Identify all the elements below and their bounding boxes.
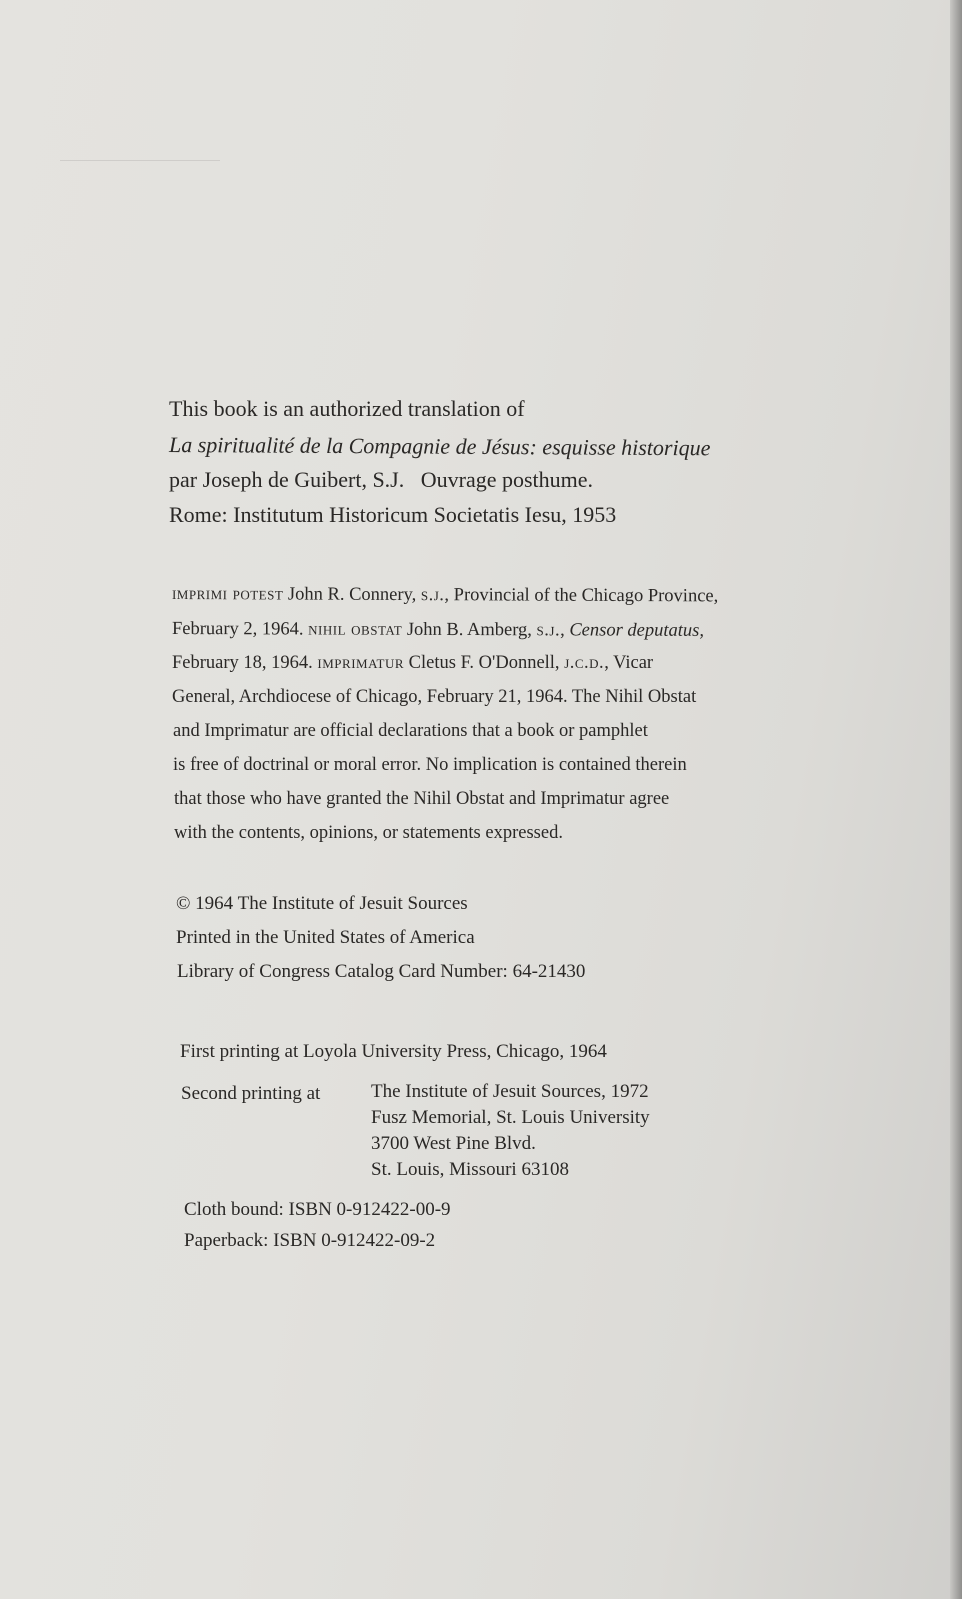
nihil-obstat-line <box>172 619 704 642</box>
second-printing-publisher: The Institute of Jesuit Sources, 1972 <box>371 1081 649 1102</box>
translation-publisher: Rome: Institutum Historicum Societatis Iesu, 1953 <box>169 502 617 527</box>
printed-in-line: Printed in the United States of America <box>176 927 475 948</box>
approval-line-6: is free of doctrinal or moral error. No implication is contained therein <box>173 755 687 775</box>
lccn-line: Library of Congress Catalog Card Number: 64-21430 <box>177 961 586 982</box>
jcd-abbrev: j.c.d. <box>564 653 605 673</box>
odonnell-name: Cletus F. O'Donnell, <box>404 653 565 673</box>
provincial-title: , Provincial of the Chicago Province, <box>444 585 719 607</box>
isbn-paperback: Paperback: ISBN 0-912422-09-2 <box>184 1230 436 1251</box>
second-printing-address-3: St. Louis, Missouri 63108 <box>371 1159 569 1180</box>
imprimatur-line <box>172 653 653 674</box>
sj-abbrev: s.j. <box>420 585 445 606</box>
isbn-cloth: Cloth bound: ISBN 0-912422-00-9 <box>184 1199 451 1220</box>
imprimi-potest-line <box>172 584 718 607</box>
second-printing-address-2: 3700 West Pine Blvd. <box>371 1133 536 1154</box>
obstat-date: February 18, 1964. <box>172 653 318 673</box>
translation-title: La spiritualité de la Compagnie de Jésus: esquisse historique <box>168 432 711 461</box>
amberg-name: John B. Amberg, <box>402 619 537 641</box>
imprimatur-label: imprimatur <box>317 653 405 673</box>
approval-line-5: and Imprimatur are official declarations that a book or pamphlet <box>173 721 648 741</box>
sj-abbrev: s.j. <box>536 620 561 641</box>
vicar-text: , Vicar <box>604 653 654 673</box>
second-printing-address-1: Fusz Memorial, St. Louis University <box>371 1107 650 1128</box>
translation-author: par Joseph de Guibert, S.J. Ouvrage posthume. <box>169 467 594 492</box>
nihil-obstat-label: nihil obstat <box>308 619 403 640</box>
imprimi-potest-label: imprimi potest <box>171 584 284 605</box>
comma: , <box>560 620 570 641</box>
copyright-line: © 1964 The Institute of Jesuit Sources <box>176 893 468 914</box>
second-printing-label: Second printing at <box>181 1083 321 1104</box>
approval-line-4: General, Archdiocese of Chicago, February 21, 1964. The Nihil Obstat <box>172 687 697 707</box>
page-edge-shadow <box>950 0 962 1599</box>
censor-deputatus: Censor deputatus, <box>569 620 705 641</box>
approval-line-7: that those who have granted the Nihil Obstat and Imprimatur agree <box>174 789 670 809</box>
faint-rule <box>60 160 220 161</box>
first-printing: First printing at Loyola University Press, Chicago, 1964 <box>180 1041 607 1062</box>
potest-date: February 2, 1964. <box>171 619 309 640</box>
translation-line-1: This book is an authorized translation of <box>169 396 525 421</box>
connery-name: John R. Connery, <box>283 584 421 606</box>
approval-line-8: with the contents, opinions, or statements expressed. <box>174 823 563 843</box>
